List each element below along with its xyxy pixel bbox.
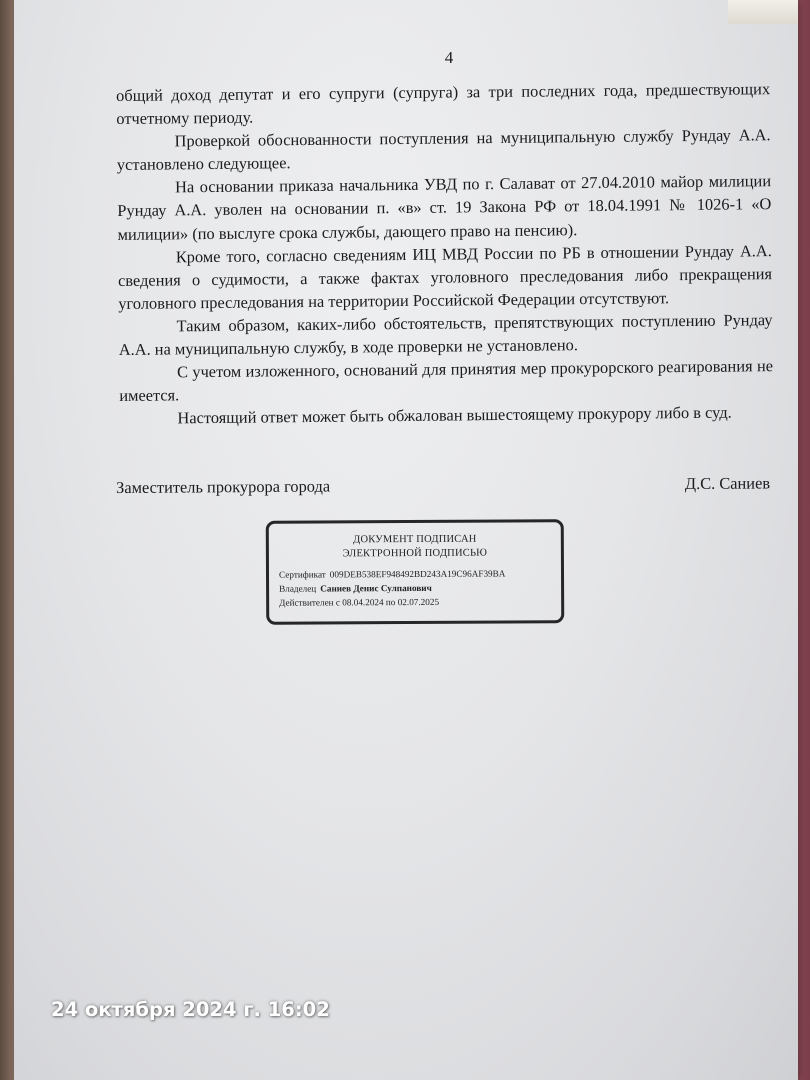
owner-value: Саниев Денис Сулпанович: [320, 582, 432, 594]
document-page: [14, 0, 798, 1080]
signature-line: [116, 473, 770, 498]
valid-from-label: с: [335, 597, 340, 608]
paragraph: С учетом изложенного, оснований для принятия мер прокурорского реагирования не имеется.: [119, 356, 774, 406]
certificate-row: [279, 566, 561, 581]
document-body: [116, 77, 774, 430]
paragraph: На основании приказа начальника УВД по г. Салават от 27.04.2010 майор милиции Рундау А.А. уволен на основании п. «в» ст. 19 Закона РФ от 18.04.1991 № 1026-1 «О милиции» (по выслуге срока службы, дающего право на пенсию).: [117, 171, 772, 244]
page-number: 4: [444, 48, 454, 67]
paragraph: Кроме того, согласно сведениям ИЦ МВД России по РБ в отношении Рундау А.А. сведения о судимости, а также фактах уголовного преследования либо прекращения уголовного преследования на территории Российской Федерации отсутствуют.: [117, 240, 773, 313]
electronic-signature-stamp: [266, 519, 565, 625]
signer-position: Заместитель прокурора города: [116, 476, 331, 497]
paragraph: Таким образом, каких-либо обстоятельств, препятствующих поступлению Рундау А.А. на муниципальную службу, в ходе проверки не установлено.: [118, 310, 773, 360]
photo-timestamp: 24 октября 2024 г. 16:02: [51, 998, 330, 1021]
valid-label: Действителен: [279, 597, 334, 608]
paper-corner: [728, 0, 798, 24]
owner-label: Владелец: [279, 583, 317, 594]
stamp-title: [269, 532, 561, 562]
stamp-title-line1: ДОКУМЕНТ ПОДПИСАН: [353, 533, 477, 546]
validity-row: [279, 594, 561, 609]
paragraph: общий доход депутат и его супруги (супруга) за три последних года, предшествующих отчетному периоду.: [116, 79, 771, 129]
valid-to-date: 02.07.2025: [397, 596, 440, 608]
signer-name: Д.С. Саниев: [684, 473, 771, 494]
paragraph: Проверкой обоснованности поступления на муниципальную службу Рундау А.А. установлено следующее.: [116, 125, 771, 175]
valid-from-date: 08.04.2024: [342, 597, 384, 608]
stamp-title-line2: ЭЛЕКТРОННОЙ ПОДПИСЬЮ: [342, 547, 488, 560]
certificate-value: 009DEB538EF948492BD243A19C96AF39BA: [329, 568, 506, 580]
owner-row: [279, 580, 561, 595]
valid-to-label: по: [385, 597, 396, 608]
paragraph: Настоящий ответ может быть обжалован вышестоящему прокурору либо в суд.: [177, 402, 732, 428]
certificate-label: Сертификат: [278, 569, 326, 580]
